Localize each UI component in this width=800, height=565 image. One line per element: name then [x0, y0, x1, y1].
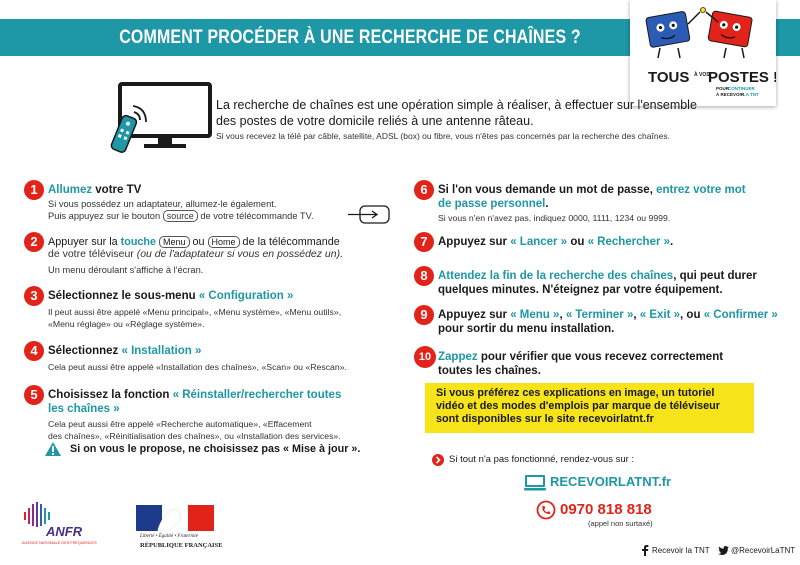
step-title-text: . [670, 236, 674, 248]
step-title-text: , [559, 309, 566, 321]
logo-postes: POSTES ! [708, 69, 776, 86]
step-title-text: , qui peut durer [673, 270, 757, 282]
anfr-subtitle: AGENCE NATIONALE DES FRÉQUENCES [22, 541, 97, 545]
step-title-text: pour vérifier que vous recevez correctement [477, 351, 724, 363]
logo-tag-continuer: CONTINUER [728, 86, 755, 91]
step-title-highlight: « Menu » [510, 309, 560, 321]
step-title-highlight: « Terminer » [565, 309, 634, 321]
phone-number[interactable]: 0970 818 818 [560, 501, 652, 518]
step-title-text: Appuyez sur [438, 309, 511, 321]
warning-text: Si on vous le propose, ne choisissez pas « Mise à jour ». [70, 443, 361, 455]
tutorial-callout-text [436, 387, 746, 426]
logo-a-vos: À VOS [694, 72, 710, 78]
facebook-label[interactable]: Recevoir la TNT [652, 546, 710, 555]
chevron-right-icon [432, 454, 444, 466]
step-title-text: , ou [680, 309, 704, 321]
step-title-text: quelques minutes. N'éteignez par votre équipement. [438, 284, 723, 296]
step-body-line: des chaînes», «Réinitialisation des chaînes», ou «Installation des services». [48, 431, 341, 441]
step-title-text: Si l'on vous demande un mot de passe, [438, 184, 657, 196]
step-title-text: de la télécommande [239, 236, 340, 248]
warning-icon [44, 441, 62, 457]
republique-label: RÉPUBLIQUE FRANÇAISE [140, 542, 223, 549]
step-title [438, 269, 788, 297]
step-number: 6 [414, 180, 434, 200]
step-title-text: toutes les chaînes. [438, 365, 541, 377]
step-title-highlight: touche [120, 236, 157, 248]
tous-a-vos-postes-logo [630, 0, 776, 106]
twitter-icon[interactable] [718, 546, 729, 555]
source-key: source [163, 210, 198, 222]
step-body-note: Un menu déroulant s'affiche à l'écran. [48, 265, 204, 275]
logo-tag-la-tnt: LA TNT [743, 92, 759, 97]
step-body-line: «Menu réglage» ou «Réglage système». [48, 319, 205, 329]
step-body-text: de votre télécommande TV. [197, 211, 314, 221]
step-title [438, 183, 788, 211]
marianne-logo-icon [136, 505, 216, 531]
step-body-line: Il peut aussi être appelé «Menu principal», «Menu système», «Menu outils», [48, 307, 342, 317]
step-title-highlight: « Configuration » [198, 290, 294, 302]
twitter-handle[interactable]: @RecevoirLaTNT [731, 546, 796, 555]
step-title [48, 344, 388, 358]
step-body [48, 248, 408, 260]
step-title-highlight: « Rechercher » [587, 236, 671, 248]
callout-line: sont disponibles sur le site recevoirlatnt.fr [436, 413, 654, 425]
step-title-highlight: « Installation » [121, 345, 202, 357]
step-title-text: , [633, 309, 640, 321]
step-title-text: Appuyez sur [438, 236, 511, 248]
step-title-highlight: Zappez [438, 351, 478, 363]
step-title-text: ou [567, 236, 588, 248]
step-number: 4 [24, 341, 44, 361]
step-title-highlight: les chaînes » [48, 403, 120, 415]
computer-icon [524, 474, 546, 492]
republique-motto: Liberté • Égalité • Fraternité [140, 534, 198, 539]
step-number: 10 [414, 346, 436, 368]
callout-line: Si vous préférez ces explications en image, un tutoriel [436, 387, 715, 399]
logo-tag-a-recevoir: À RECEVOIR [716, 92, 745, 97]
step-number: 7 [414, 232, 434, 252]
step-body-line: Si vous possédez un adaptateur, allumez-le également. [48, 199, 277, 209]
step-number: 5 [24, 385, 44, 405]
step-title-highlight: « Lancer » [510, 236, 568, 248]
step-body: Cela peut aussi être appelé «Installation des chaînes», «Scan» ou «Rescan». [48, 362, 347, 372]
step-title-text: . [545, 198, 549, 210]
step-title-highlight: Attendez la fin de la recherche des chaînes [438, 270, 674, 282]
step-body-italic: (ou de l'adaptateur si vous en possédez un). [136, 248, 344, 260]
step-body-line: Cela peut aussi être appelé «Recherche automatique», «Effacement [48, 419, 312, 429]
anfr-logo-text: ANFR [46, 524, 83, 539]
step-number: 1 [24, 180, 44, 200]
step-title-highlight: entrez votre mot [656, 184, 746, 196]
step-title-highlight: « Confirmer » [703, 309, 778, 321]
step-title-rest: votre TV [92, 184, 142, 196]
step-title [438, 308, 788, 336]
phone-icon [536, 500, 556, 520]
step-title-highlight: de passe personnel [438, 198, 546, 210]
step-title [48, 183, 388, 197]
step-number: 2 [24, 232, 44, 252]
help-prompt: Si tout n'a pas fonctionné, rendez-vous sur : [449, 454, 635, 465]
step-title-text: ou [189, 236, 208, 248]
tv-remote-icon [106, 80, 216, 160]
intro-note: Si vous recevez la télé par câble, satellite, ADSL (box) ou fibre, vous n'êtes pas concernés par la recherche des chaînes. [216, 131, 670, 141]
step-body-text: de votre téléviseur [48, 248, 137, 260]
step-title-text: Appuyer sur la [48, 236, 121, 248]
step-title-text: pour sortir du menu installation. [438, 323, 615, 335]
step-body: Si vous n'en n'avez pas, indiquez 0000, 1111, 1234 ou 9999. [438, 213, 671, 223]
step-title [48, 235, 388, 249]
step-title-highlight: Allumez [48, 184, 93, 196]
step-title-text: Choisissez la fonction [48, 389, 173, 401]
step-title-text: Sélectionnez [48, 345, 122, 357]
step-body [48, 418, 408, 442]
website-link[interactable]: RECEVOIRLATNT.fr [550, 474, 672, 489]
home-key: Home [208, 236, 240, 248]
step-number: 9 [414, 305, 434, 325]
menu-key: Menu [159, 236, 190, 248]
callout-line: vidéo et des modes d'emplois par marque de téléviseur [436, 400, 720, 412]
logo-tous: TOUS [648, 69, 690, 86]
source-input-icon [346, 204, 392, 226]
step-number: 3 [24, 286, 44, 306]
facebook-icon[interactable] [641, 545, 649, 556]
intro-text: La recherche de chaînes est une opération simple à réaliser, à effectuer sur l'ensemble des postes de votre domicile reliés à une antenne râteau. [216, 98, 697, 128]
step-title [48, 289, 388, 303]
step-title-highlight: « Réinstaller/rechercher toutes [172, 389, 342, 401]
step-body-text: Puis appuyez sur le bouton [48, 211, 163, 221]
step-body [48, 306, 408, 330]
step-title-text: Sélectionnez le sous-menu [48, 290, 199, 302]
step-title [438, 235, 788, 249]
step-title-highlight: « Exit » [639, 309, 681, 321]
step-title [48, 388, 388, 416]
step-title [438, 350, 788, 378]
page-title: COMMENT PROCÉDER À UNE RECHERCHE DE CHAÎNES ? [119, 27, 581, 48]
tv-mascots-icon [630, 0, 776, 106]
logo-tag-pour: POUR [716, 86, 730, 91]
step-number: 8 [414, 266, 434, 286]
phone-note: (appel non surtaxé) [588, 519, 653, 528]
